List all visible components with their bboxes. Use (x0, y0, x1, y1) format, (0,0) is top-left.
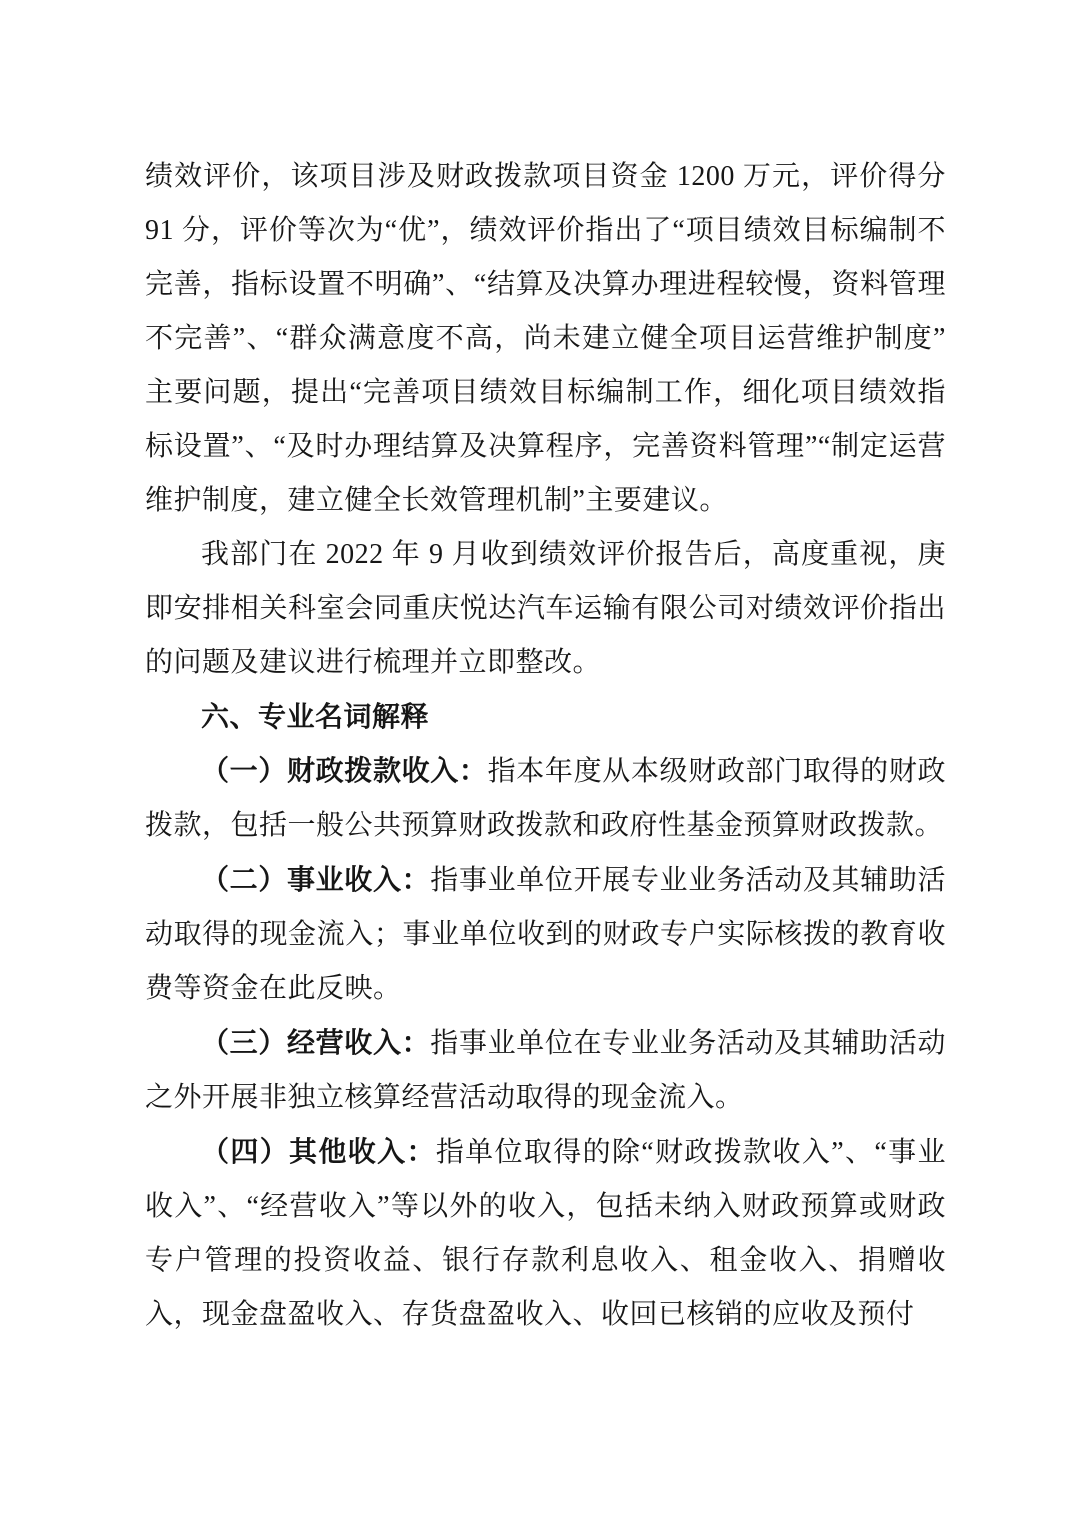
section-heading-terminology: 六、专业名词解释 (201, 701, 430, 732)
document-body (145, 150, 946, 1342)
paragraph-performance-evaluation: 绩效评价，该项目涉及财政拨款项目资金 1200 万元，评价得分 91 分，评价等次为“优”，绩效评价指出了“项目绩效目标编制不完善，指标设置不明确”、“结算及决算办理进程较慢，资料管理不完善”、“群众满意度不高，尚未建立健全项目运营维护制度”主要问题，提出“完善项目绩效目标编制工作，细化项目绩效指标设置”、“及时办理结算及决算程序，完善资料管理”“制定运营维护制度，建立健全长效管理机制”主要建议。 (145, 161, 946, 516)
term-definition-fiscal-appropriation-income (145, 744, 946, 853)
term-lead-operating-income: （三）经营收入： (201, 1027, 431, 1058)
term-definition-other-income (145, 1125, 946, 1342)
term-lead-other-income: （四）其他收入： (201, 1136, 436, 1167)
term-text-operating-income: 指事业单位在专业业务活动及其辅助活动之外开展非独立核算经营活动取得的现金流入。 (145, 1028, 946, 1113)
term-lead-fiscal-appropriation-income: （一）财政拨款收入： (201, 755, 488, 786)
paragraph-department-response: 我部门在 2022 年 9 月收到绩效评价报告后，高度重视，庚即安排相关科室会同重庆悦达汽车运输有限公司对绩效评价指出的问题及建议进行梳理并立即整改。 (145, 539, 946, 678)
term-text-other-income: 指单位取得的除“财政拨款收入”、“事业收入”、“经营收入”等以外的收入，包括未纳入财政预算或财政专户管理的投资收益、银行存款利息收入、租金收入、捐赠收入，现金盘盈收入、存货盘盈收入、收回已核销的应收及预付 (145, 1137, 946, 1330)
term-text-institutional-income: 指事业单位开展专业业务活动及其辅助活动取得的现金流入；事业单位收到的财政专户实际核拨的教育收费等资金在此反映。 (145, 865, 946, 1004)
term-text-fiscal-appropriation-income: 指本年度从本级财政部门取得的财政拨款，包括一般公共预算财政拨款和政府性基金预算财政拨款。 (145, 756, 946, 841)
term-definition-operating-income (145, 1016, 946, 1125)
term-lead-institutional-income: （二）事业收入： (201, 864, 431, 895)
term-definition-institutional-income (145, 853, 946, 1016)
